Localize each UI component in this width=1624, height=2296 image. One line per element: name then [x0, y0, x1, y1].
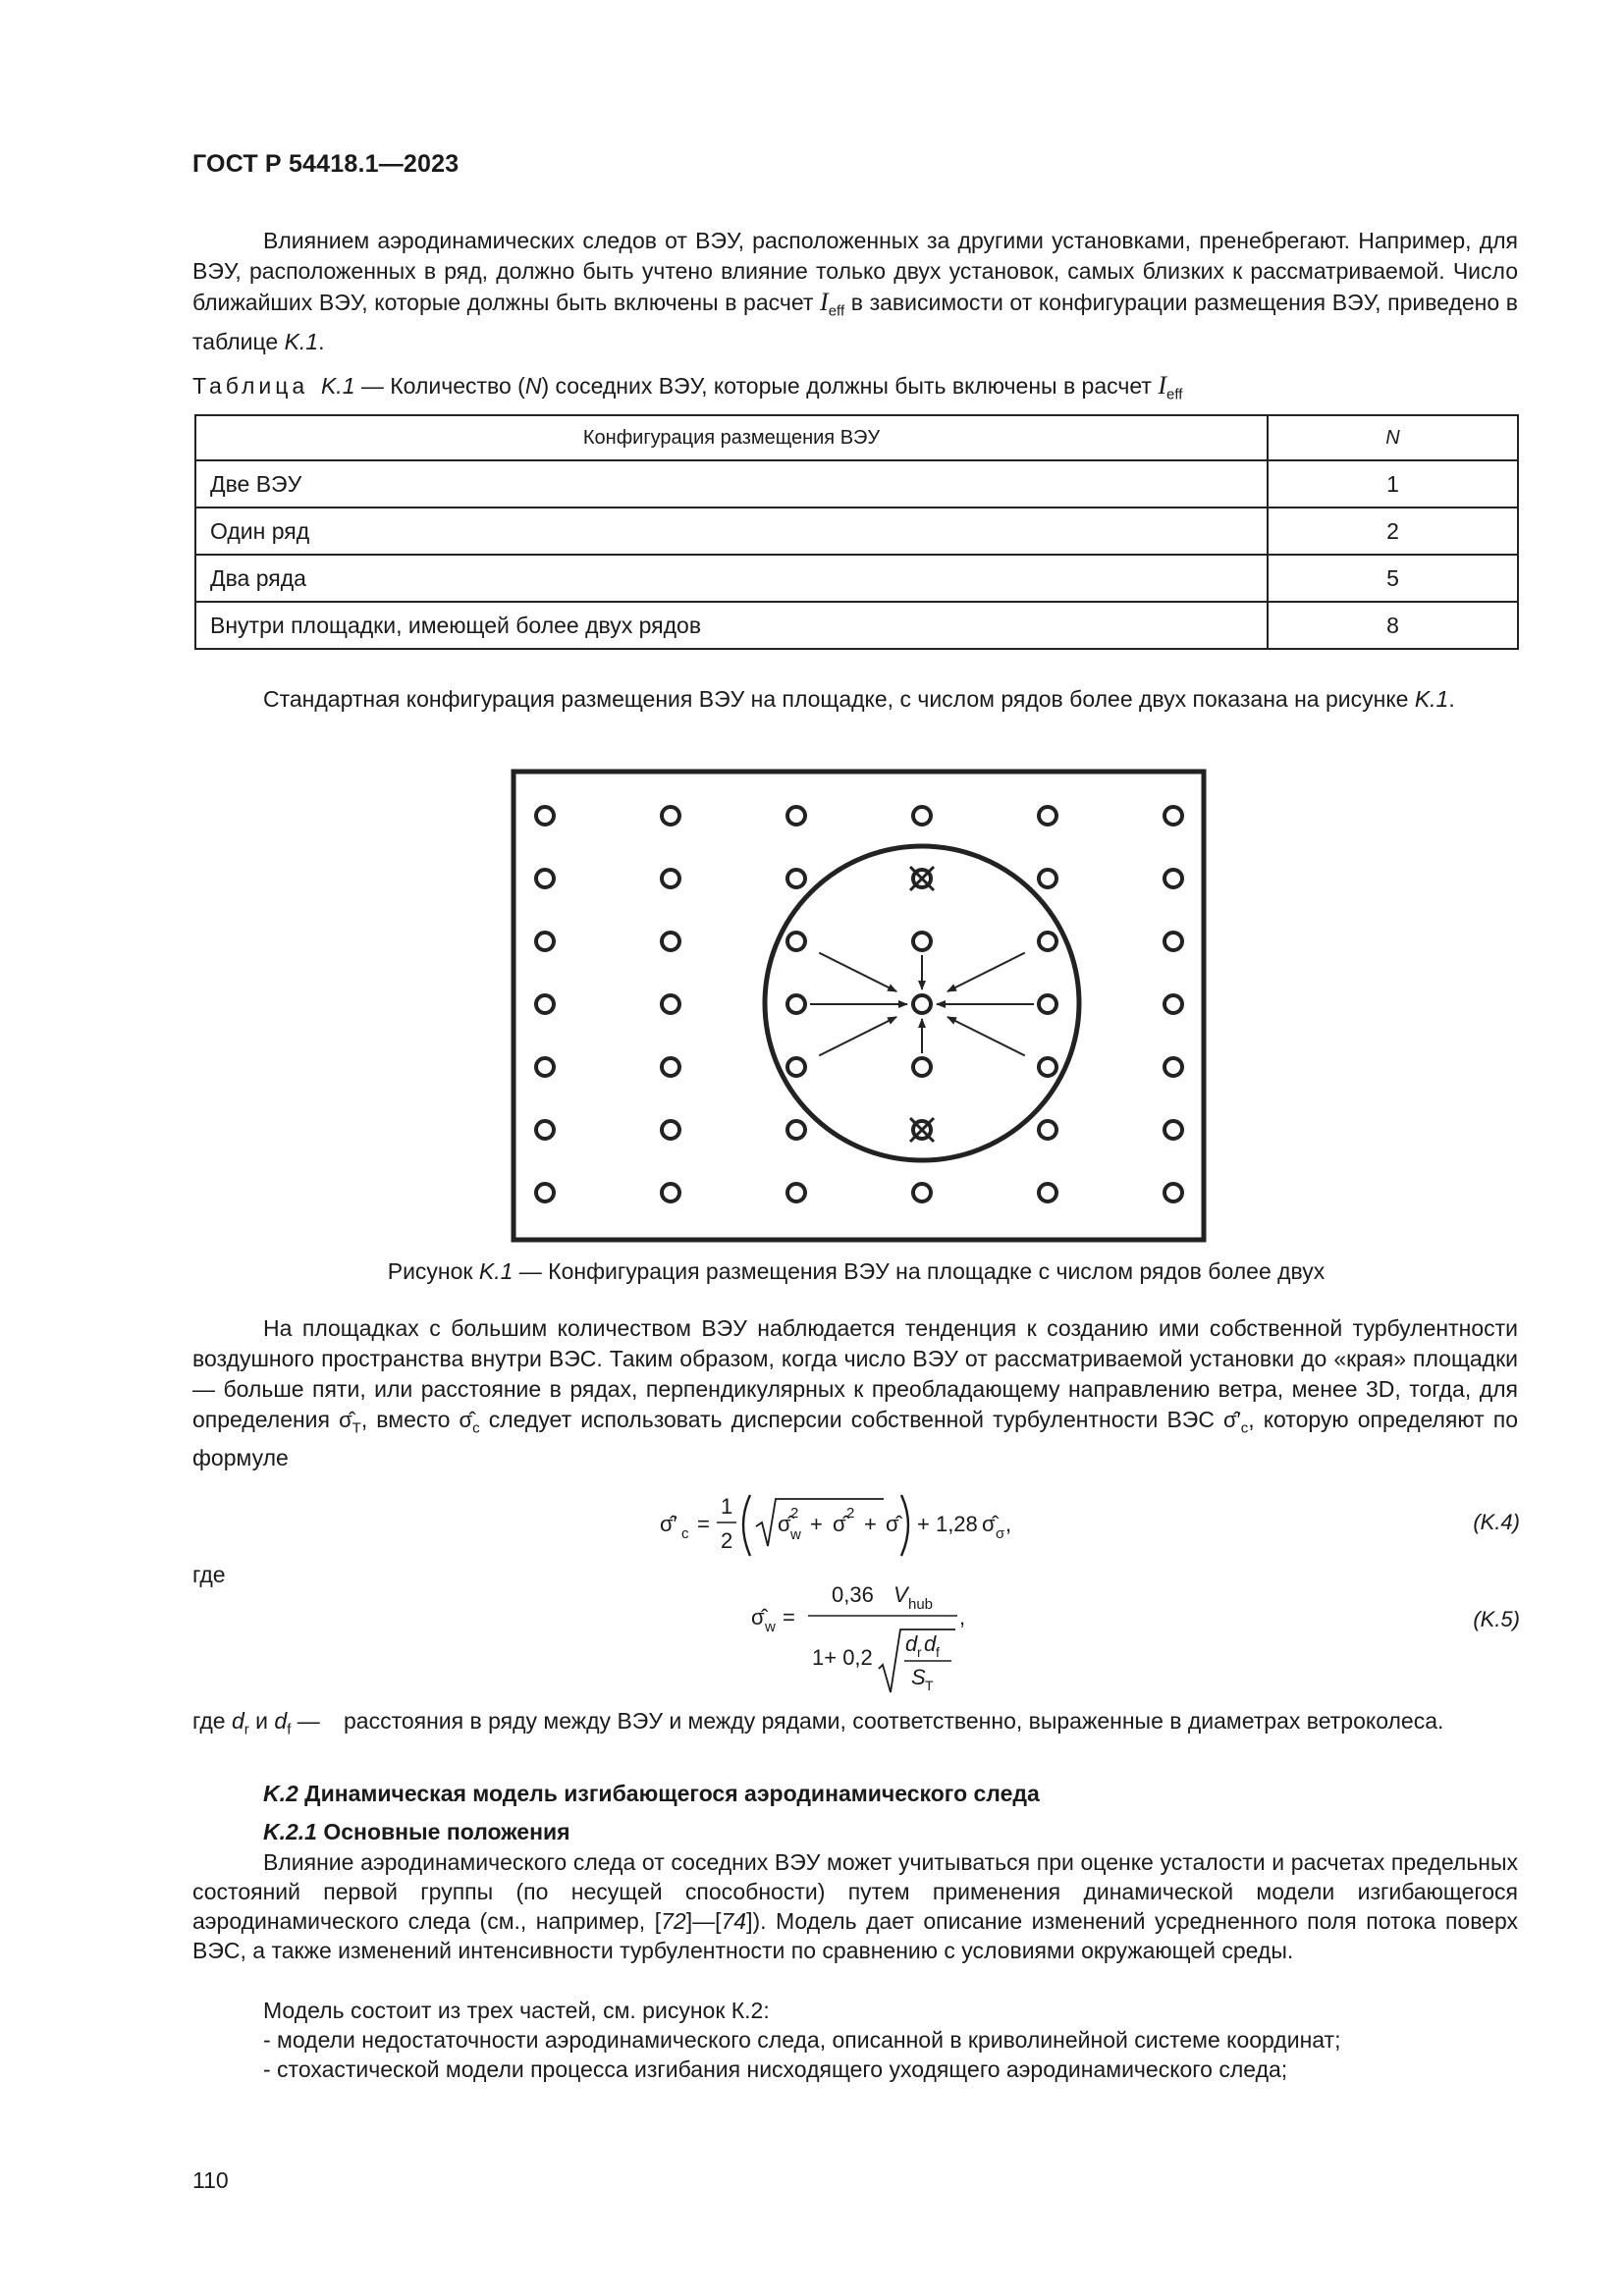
- equation-k4: [658, 1487, 1051, 1566]
- turbine: [662, 870, 679, 887]
- section-k2-heading: [263, 1781, 1040, 1807]
- eq5-hub: hub: [908, 1596, 934, 1613]
- eq5-v: V: [893, 1582, 908, 1607]
- paragraph-3-text-a: На площадках с большим количеством ВЭУ наблюдается тенденция к созданию ими собственной турбулентности воздушного пространства внутри ВЭС. Таким образом, когда число ВЭУ от рассматриваемой установки до «края» площадки — больше пяти, или расстояние в рядах, перпендикулярных к преобладающему направлению ветра, менее 3D, тогда, для определения: [192, 1315, 1518, 1432]
- table-caption-sub: eff: [1166, 386, 1183, 403]
- turbine: [1164, 933, 1182, 950]
- paragraph-3-text-c: следует использовать дисперсии собственной турбулентности ВЭС: [488, 1407, 1224, 1432]
- eq5-df: d: [924, 1631, 937, 1656]
- paragraph-4-mid: ]—[: [685, 1908, 722, 1934]
- turbine: [536, 870, 554, 887]
- where2-df-sub: f: [287, 1721, 292, 1738]
- turbine: [787, 1184, 805, 1201]
- turbine: [536, 1121, 554, 1139]
- paragraph-3-text-b: , вместо: [360, 1407, 460, 1432]
- turbine: [1039, 933, 1056, 950]
- turbine: [913, 995, 931, 1013]
- eq4-plus-2: +: [864, 1512, 877, 1536]
- table-cell-config: Внутри площадки, имеющей более двух рядов: [195, 602, 1268, 649]
- eq5-dr: d: [905, 1631, 918, 1656]
- section-k2-title: Динамическая модель изгибающегося аэродинамического следа: [298, 1781, 1040, 1806]
- eq4-right-paren: [901, 1495, 908, 1556]
- equation-k4-number: [1473, 1510, 1520, 1535]
- paragraph-1-text: Влиянием аэродинамических следов от ВЭУ, расположенных за другими установками, пренебрегают. Например, для ВЭУ, расположенных в ряд, должно быть учтено влияние только двух установок, самых близких к рассматриваемой. Число ближайших ВЭУ, которые должны быть включены в расчет: [192, 228, 1518, 315]
- eq5-st-sub: T: [925, 1678, 934, 1693]
- ref-72: 72: [661, 1908, 686, 1934]
- turbine: [787, 807, 805, 825]
- eq5-number-text: (K.5): [1473, 1607, 1520, 1631]
- site-boundary: [514, 772, 1204, 1240]
- paragraph-4-text-a: Влияние аэродинамического следа от соседних ВЭУ может учитываться при оценке усталости и расчетах предельных состояний первой группы (по несущей способности) путем применения динамической модели изгибающегося аэродинамического следа (см., например, [: [192, 1849, 1518, 1934]
- eq4-sigma-sub: σ: [996, 1525, 1005, 1542]
- turbine: [1164, 1058, 1182, 1076]
- turbine: [787, 1058, 805, 1076]
- paragraph-2-text: Стандартная конфигурация размещения ВЭУ на площадке, с числом рядов более двух показана на рисунке: [263, 686, 1415, 712]
- page-number: 110: [192, 2167, 229, 2193]
- turbine: [1164, 1184, 1182, 1201]
- turbine: [787, 870, 805, 887]
- var-i: I: [820, 288, 829, 316]
- table-caption: [192, 371, 1182, 403]
- paragraph-4: [192, 1847, 1518, 1965]
- eq5-df-sub: f: [936, 1644, 940, 1660]
- turbine: [536, 807, 554, 825]
- table-header-row: [195, 415, 1518, 460]
- bullet-2: - стохастической модели процесса изгибания нисходящего уходящего аэродинамического следа;: [263, 2056, 1288, 2082]
- ref-74: 74: [721, 1908, 747, 1934]
- wake-arrow: [819, 1017, 896, 1055]
- sigma-c-prime-sub: c: [1240, 1419, 1249, 1437]
- section-k2-number: K.2: [263, 1781, 298, 1806]
- turbine: [536, 933, 554, 950]
- table-cell-config: Две ВЭУ: [195, 460, 1268, 507]
- paragraph-1: Влиянием аэродинамических следов от ВЭУ, расположенных за другими установками, пренебрегают. Например, для ВЭУ, расположенных в ряд, должно быть учтено влияние только двух установок, самых близких к рассматриваемой. Число ближайших ВЭУ, которые должны быть включены в расчет $I_{eff}$ в зависимости от конфигурации размещения ВЭУ, приведено в таблице K.1.: [192, 228, 1519, 354]
- sigma-c-sub: c: [472, 1419, 480, 1437]
- table-col-config: Конфигурация размещения ВЭУ: [195, 415, 1268, 460]
- var-i-sub: eff: [828, 302, 845, 320]
- paragraph-3-text-d: , которую определяют по формуле: [192, 1407, 1518, 1471]
- turbine: [1164, 1121, 1182, 1139]
- paragraph-4-text-b: ]). Модель дает описание изменений усредненного поля потока поверх ВЭС, а также изменений интенсивности турбулентности по сравнению с условиями окружающей среды.: [192, 1908, 1518, 1963]
- sigma-t-symbol: $\sigmâ_T$: [339, 1408, 361, 1437]
- where2-dr-sub: r: [244, 1721, 249, 1738]
- turbine: [536, 1058, 554, 1076]
- eq5-sigma-w: σ̂: [751, 1605, 765, 1629]
- table-col-n: [1268, 415, 1518, 460]
- table-ref: K.1: [284, 328, 319, 354]
- where2-prefix: где: [192, 1708, 232, 1734]
- turbine: [662, 1184, 679, 1201]
- eq4-left-paren: [743, 1495, 750, 1556]
- turbine: [662, 1058, 679, 1076]
- turbine: [913, 933, 931, 950]
- turbine: [913, 1184, 931, 1201]
- table-cell-n: 1: [1268, 460, 1518, 507]
- eq4-lhs-sub: c: [681, 1525, 689, 1542]
- figure-caption: [192, 1258, 1520, 1285]
- wake-arrow: [819, 953, 896, 991]
- turbine: [1039, 1121, 1056, 1139]
- figure-caption-prefix: Рисунок: [387, 1258, 479, 1284]
- wake-arrow: [947, 1017, 1025, 1055]
- eq4-exp-2: 2: [846, 1505, 855, 1522]
- bullet-1: - модели недостаточности аэродинамического следа, описанной в криволинейной системе координат;: [263, 2027, 1341, 2053]
- table-row: [195, 507, 1518, 555]
- figure-caption-text: — Конфигурация размещения ВЭУ на площадке с числом рядов более двух: [513, 1258, 1326, 1284]
- turbine: [913, 1058, 931, 1076]
- turbine: [662, 1121, 679, 1139]
- where2-dr: d: [231, 1708, 244, 1734]
- turbine: [787, 933, 805, 950]
- turbine: [662, 807, 679, 825]
- section-k21-number: K.2.1: [263, 1819, 317, 1844]
- turbine: [1039, 995, 1056, 1013]
- turbine: [1164, 995, 1182, 1013]
- figure-ref: K.1: [1414, 686, 1449, 712]
- eq4-exp-1: 2: [790, 1505, 799, 1522]
- turbine: [913, 807, 931, 825]
- table-row: [195, 602, 1518, 649]
- table-cell-n: 2: [1268, 507, 1518, 555]
- eq5-w-sub: w: [765, 1619, 776, 1635]
- wake-arrows: [810, 953, 1034, 1056]
- eq4-equals: =: [697, 1512, 710, 1536]
- eq4-comma: ,: [1005, 1512, 1012, 1536]
- section-k21-title: Основные положения: [316, 1819, 570, 1844]
- table-caption-text2: ) соседних ВЭУ, которые должны быть включены в расчет: [541, 373, 1159, 399]
- eq4-sigma-hat-2: σ̂: [886, 1512, 899, 1536]
- turbine: [1164, 807, 1182, 825]
- eq5-comma: ,: [959, 1605, 966, 1629]
- table-caption-prefix: Таблица: [192, 373, 309, 399]
- where-label: где: [192, 1562, 226, 1587]
- sigma-t-sub: T: [352, 1419, 361, 1437]
- equation-k5: [751, 1571, 997, 1698]
- equation-k5-number: [1473, 1607, 1520, 1632]
- wake-arrow: [947, 953, 1025, 991]
- turbine: [787, 995, 805, 1013]
- paragraph-5: Модель состоит из трех частей, см. рисунок К.2:: [263, 1998, 770, 2023]
- turbine: [536, 1184, 554, 1201]
- table-caption-n: N: [524, 373, 542, 399]
- eq4-two: 2: [721, 1528, 733, 1553]
- turbine: [787, 1121, 805, 1139]
- table-row: [195, 460, 1518, 507]
- table-cell-n: 8: [1268, 602, 1518, 649]
- table-row: [195, 555, 1518, 602]
- eq5-dr-sub: r: [917, 1644, 922, 1660]
- where-dr-df-text: расстояния в ряду между ВЭУ и между рядами, соответственно, выраженные в диаметрах ветроколеса.: [344, 1708, 1444, 1734]
- sigma-c-symbol: $\sigmâ_c$: [459, 1408, 480, 1437]
- turbine: [1039, 870, 1056, 887]
- eq4-number-text: (K.4): [1473, 1510, 1520, 1534]
- document-header: ГОСТ Р 54418.1—2023: [192, 150, 460, 178]
- paragraph-2: Стандартная конфигурация размещения ВЭУ на площадке, с числом рядов более двух показана на рисунке K.1.: [263, 686, 1455, 712]
- eq5-denominator: 1+ 0,2: [812, 1645, 873, 1670]
- section-k21-heading: [263, 1819, 570, 1845]
- turbine: [662, 933, 679, 950]
- eq4-sigma-c: σ̂′: [660, 1512, 677, 1536]
- where2-df: d: [274, 1708, 288, 1734]
- turbine: [1164, 870, 1182, 887]
- table-cell-config: Один ряд: [195, 507, 1268, 555]
- paragraph-3: [192, 1313, 1518, 1473]
- turbine: [536, 995, 554, 1013]
- table-col-n-label: N: [1385, 426, 1400, 449]
- figure-caption-ref: K.1: [478, 1258, 514, 1284]
- where-dr-df-label: [192, 1706, 320, 1745]
- eq4-coef: + 1,28: [917, 1512, 978, 1536]
- eq5-equals: =: [783, 1605, 795, 1629]
- turbine: [1039, 1184, 1056, 1201]
- eq5-st: S: [911, 1665, 926, 1689]
- table-caption-ref: K.1: [320, 373, 355, 399]
- eq4-sigma-sigma: σ̂: [982, 1512, 996, 1536]
- eq4-sigma-w: σ̂: [778, 1512, 791, 1536]
- table-k1: [194, 414, 1519, 650]
- turbine: [1039, 807, 1056, 825]
- eq4-one: 1: [721, 1494, 733, 1519]
- table-cell-config: Два ряда: [195, 555, 1268, 602]
- sigma-c-prime-symbol: $\sigmâ'_c$: [1223, 1408, 1249, 1437]
- table-caption-text: — Количество (: [354, 373, 525, 399]
- turbine: [1039, 1058, 1056, 1076]
- eq4-plus-1: +: [810, 1512, 823, 1536]
- eq4-w-sub: w: [790, 1526, 801, 1543]
- table-caption-var: I: [1158, 371, 1166, 400]
- where2-dash: —: [291, 1708, 320, 1734]
- eq4-sigma-hat: σ̂: [833, 1512, 846, 1536]
- where2-and: и: [248, 1708, 275, 1734]
- paragraph-1-tail: в зависимости от конфигурации размещения ВЭУ, приведено в таблице: [192, 290, 1519, 354]
- eq5-coef: 0,36: [832, 1582, 874, 1607]
- figure-k1: [506, 765, 1213, 1248]
- table-cell-n: 5: [1268, 555, 1518, 602]
- turbine: [662, 995, 679, 1013]
